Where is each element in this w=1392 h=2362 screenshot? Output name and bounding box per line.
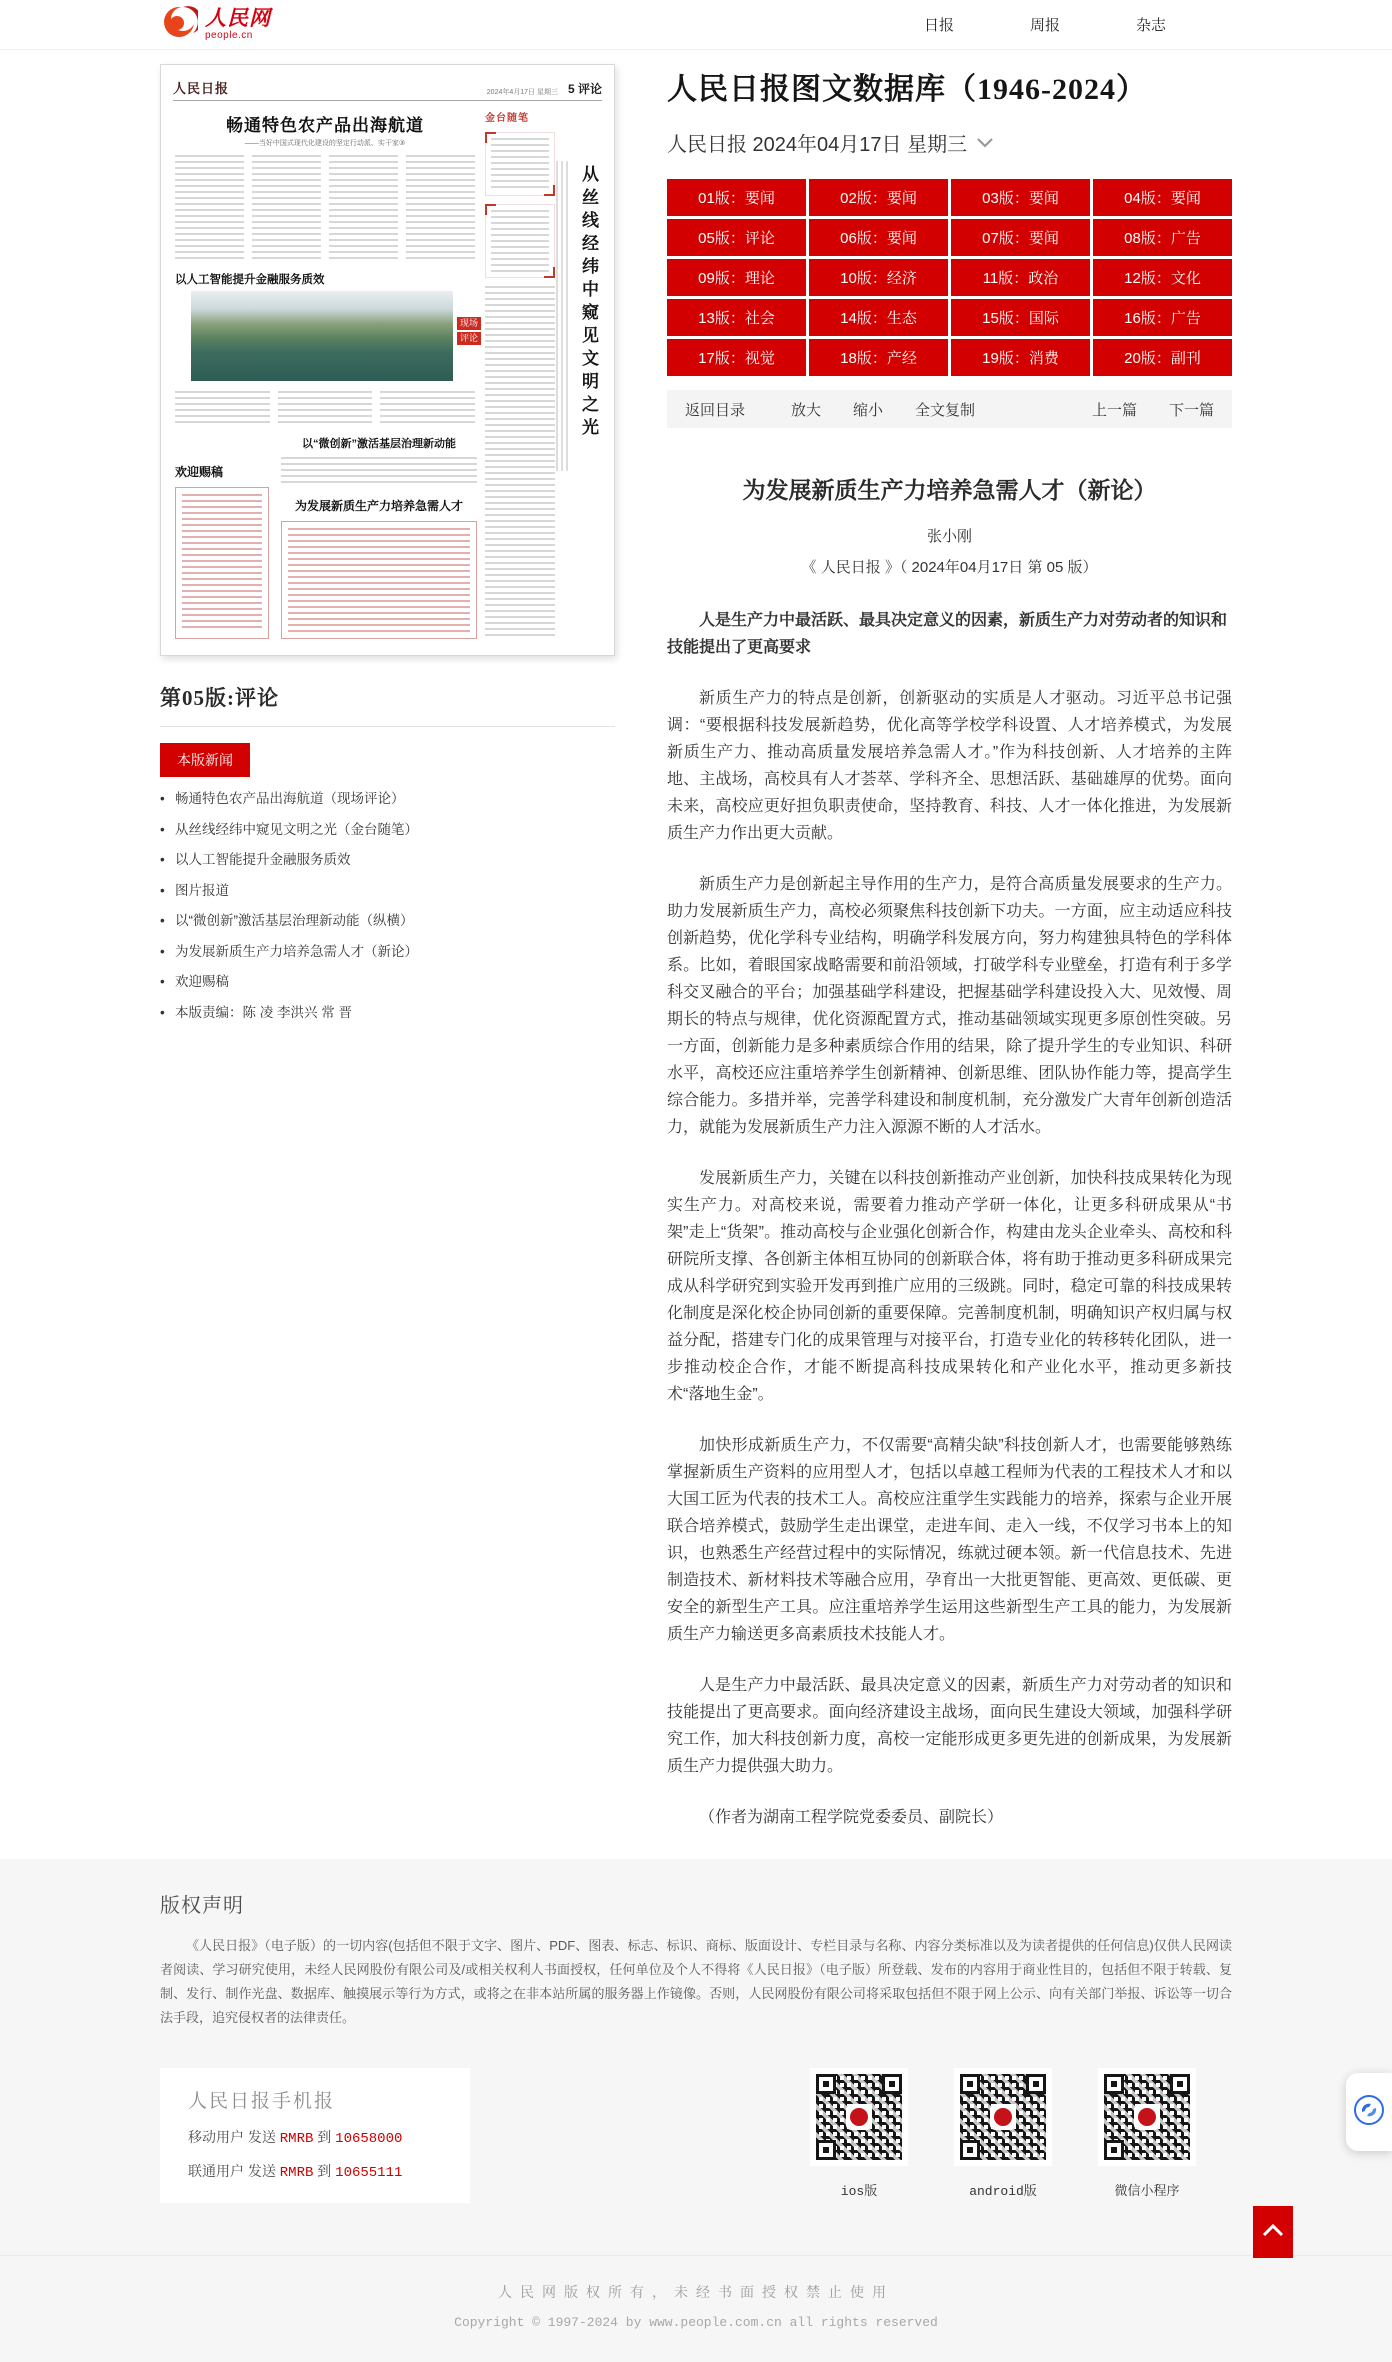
newspaper-talent-headline: 为发展新质生产力培养急需人才 <box>294 499 463 513</box>
copyright-section <box>0 1859 1392 2362</box>
article-body <box>667 685 1232 1780</box>
article-source: 《 人民日报 》（ 2024年04月17日 第 05 版） <box>801 559 1098 576</box>
zoom-in-button[interactable]: 放大 <box>791 401 822 419</box>
edition-link[interactable]: 11版：政治 <box>951 259 1090 296</box>
browser-sidebar-widget[interactable] <box>1346 2073 1392 2151</box>
newspaper-subheadline: ——当好中国式现代化建设的坚定行动派、实干家③ <box>244 140 406 147</box>
edition-link[interactable]: 07版：要闻 <box>951 219 1090 256</box>
chevron-up-icon <box>1262 2223 1284 2242</box>
nav-magazine[interactable]: 杂志 <box>1135 17 1166 34</box>
newspaper-text-columns <box>175 155 475 263</box>
edition-link[interactable]: 15版：国际 <box>951 299 1090 336</box>
article-paragraph: 人是生产力中最活跃、最具决定意义的因素，新质生产力对劳动者的知识和技能提出了更高要求。面向经济建设主战场，面向民生建设大领域，加强科学研究工作，加大科技创新力度，高校一定能形成更多更先进的创新成果，为发展新质生产力提供强大助力。 <box>667 1677 1232 1775</box>
edition-link[interactable]: 05版：评论 <box>667 219 806 256</box>
nav-weekly[interactable]: 周报 <box>1029 17 1060 34</box>
next-article-button[interactable]: 下一篇 <box>1168 401 1214 419</box>
newspaper-side-column <box>485 109 555 637</box>
mobile-newspaper-title: 人民日报手机报 <box>188 2091 336 2112</box>
edition-link[interactable]: 19版：消费 <box>951 339 1090 376</box>
left-column <box>160 64 615 1831</box>
right-column <box>667 64 1232 1831</box>
qr-label: android版 <box>969 2184 1037 2199</box>
qr-code-group <box>810 2068 1196 2199</box>
news-list-item[interactable]: • 欢迎赐稿 <box>160 972 615 992</box>
newspaper-vertical-text <box>556 161 568 471</box>
edition-link[interactable]: 10版：经济 <box>809 259 948 296</box>
article-paragraph: 新质生产力的特点是创新，创新驱动的实质是人才驱动。习近平总书记强调：“要根据科技发展新趋势，优化高等学校学科设置、人才培养模式，为发展新质生产力、推动高质量发展培养急需人才。”作为科技创新、人才培养的主阵地、主战场，高校具有人才荟萃、学科齐全、思想活跃、基础雄厚的优势。面向未来，高校应更好担负职责使命，坚持教育、科技、人才一体化推进，为发展新质生产力作出更大贡献。 <box>667 690 1232 842</box>
site-footer <box>0 2255 1392 2362</box>
nav-daily[interactable]: 日报 <box>923 17 954 34</box>
edition-link[interactable]: 03版：要闻 <box>951 179 1090 216</box>
divider <box>160 726 615 727</box>
copyright-text: 《人民日报》（电子版）的一切内容(包括但不限于文字、图片、PDF、图表、标志、标识、商标、版面设计、专栏目录与名称、内容分类标准以及为读者提供的任何信息)仅供人民网读者阅读、学习研究使用，未经人民网股份有限公司及/或相关权利人书面授权，任何单位及个人不得将《人民日报》（电子版）所登载、发布的内容用于商业性目的，包括但不限于转载、复制、发行、制作光盘、数据库、触摸展示等行为方式，或将之在非本站所属的服务器上作镜像。否则，人民网股份有限公司将采取包括但不限于网上公示、向有关部门举报、诉讼等一切合法手段，追究侵权者的法律责任。 <box>160 1938 1232 2025</box>
logo-domain: people.cn <box>205 30 253 41</box>
edition-link[interactable]: 08版：广告 <box>1093 219 1232 256</box>
scene-comment-tag: 现场 评论 <box>457 317 481 345</box>
article-paragraph: 新质生产力是创新起主导作用的生产力，是符合高质量发展要求的生产力。助力发展新质生产力，高校必须聚焦科技创新下功夫。一方面，应主动适应科技创新趋势，优化学科专业结构，明确学科发展方向，努力构建独具特色的学科体系。比如，着眼国家战略需要和前沿领域，打破学科专业壁垒，打造有利于多学科交叉融合的平台；加强基础学科建设，把握基础学科建设投入大、见效慢、周期长的特点与规律，优化资源配置方式，推动基础领域实现更多原创性突破。另一方面，创新能力是多种素质综合作用的结果，除了提升学生的专业知识、科研水平，高校还应注重培养学生创新精神、创新思维、团队协作能力等，提高学生综合能力。多措并举，完善学科建设和制度机制，充分激发广大青年创新创造活力，就能为发展新质生产力注入源源不断的人才活水。 <box>667 876 1232 1136</box>
news-list-item[interactable]: • 从丝线经纬中窥见文明之光（金台随笔） <box>160 820 615 840</box>
edition-link[interactable]: 20版：副刊 <box>1093 339 1232 376</box>
article-paragraph: 发展新质生产力，关键在以科技创新推动产业创新，加快科技成果转化为现实生产力。对高校来说，需要着力推动产学研一体化，让更多科研成果从“书架”走上“货架”。推动高校与企业强化创新合作，构建由龙头企业牵头、高校和科研院所支撑、各创新主体相互协同的创新联合体，将有助于推动更多科研成果完成从科学研究到实验开发再到推广应用的三级跳。同时，稳定可靠的科技成果转化制度是深化校企协同创新的重要保障。完善制度机制，明确知识产权归属与权益分配，搭建专门化的成果管理与对接平台，打造专业化的转移转化团队，进一步推动校企合作，才能不断提高科技成果转化和产业化水平，推动更多新技术“落地生金”。 <box>667 1170 1232 1403</box>
newspaper-notice-box <box>175 487 269 639</box>
qr-code-image <box>954 2068 1052 2166</box>
chevron-down-icon <box>977 138 993 148</box>
article-author-note: （作者为湖南工程学院党委委员、副院长） <box>699 1809 1004 1826</box>
qr-android <box>954 2068 1052 2199</box>
newspaper-date: 2024年4月17日 星期三 <box>486 89 558 96</box>
article-title: 为发展新质生产力培养急需人才（新论） <box>742 477 1157 503</box>
main-content <box>160 50 1232 1831</box>
news-list-item[interactable]: • 为发展新质生产力培养急需人才（新论） <box>160 942 615 962</box>
edition-grid <box>667 179 1232 376</box>
qr-wechat-miniprogram <box>1098 2068 1196 2199</box>
section-news-badge: 本版新闻 <box>160 743 250 777</box>
quote-box <box>485 132 555 196</box>
newspaper-masthead-row <box>173 77 602 101</box>
mobile-subscribe-row: 移动用户 发送 RMRB 到 10658000 <box>188 2129 403 2147</box>
news-list-item[interactable]: • 本版责编：陈 凌 李洪兴 常 晋 <box>160 1003 615 1023</box>
zoom-out-button[interactable]: 缩小 <box>853 401 884 419</box>
back-to-catalog-button[interactable]: 返回目录 <box>685 401 746 419</box>
edition-link[interactable]: 06版：要闻 <box>809 219 948 256</box>
edition-link[interactable]: 09版：理论 <box>667 259 806 296</box>
newspaper-talent-box <box>281 521 477 639</box>
edition-link[interactable]: 04版：要闻 <box>1093 179 1232 216</box>
qr-label: 微信小程序 <box>1114 2184 1180 2199</box>
news-list-item[interactable]: • 图片报道 <box>160 881 615 901</box>
qr-ios <box>810 2068 908 2199</box>
newspaper-welcome-headline: 欢迎赐稿 <box>175 465 224 479</box>
newspaper-micro-headline: 以“微创新”激活基层治理新动能 <box>302 438 456 450</box>
article-lead: 人是生产力中最活跃、最具决定意义的因素，新质生产力对劳动者的知识和技能提出了更高要求 <box>667 612 1228 656</box>
newspaper-photo <box>191 291 453 381</box>
footer-copyright-en: Copyright © 1997-2024 by www.people.com.cn all rights reserved <box>454 2315 938 2330</box>
people-cn-logo[interactable] <box>160 3 271 46</box>
edition-link[interactable]: 12版：文化 <box>1093 259 1232 296</box>
edition-link[interactable]: 02版：要闻 <box>809 179 948 216</box>
newspaper-mid-text <box>281 457 477 487</box>
bottom-row <box>160 2068 1232 2203</box>
news-list-item[interactable]: • 畅通特色农产品出海航道（现场评论） <box>160 789 615 809</box>
newspaper-vertical-headline: 从丝线经纬中窥见文明之光 <box>579 165 598 441</box>
site-header <box>0 0 1392 50</box>
newspaper-masthead: 人民日报 <box>173 81 230 96</box>
copyright-title: 版权声明 <box>160 1895 244 1917</box>
jintai-column-label: 金台随笔 <box>485 113 529 124</box>
qr-code-image <box>810 2068 908 2166</box>
footer-copyright-cn: 人民网版权所有，未经书面授权禁止使用 <box>498 2284 894 2300</box>
news-list-item[interactable]: • 以“微创新”激活基层治理新动能（纵横） <box>160 911 615 931</box>
people-cn-swirl-icon <box>160 3 198 46</box>
qr-code-image <box>1098 2068 1196 2166</box>
newspaper-headline: 畅通特色农产品出海航道 <box>226 116 424 135</box>
article-author: 张小刚 <box>926 528 972 545</box>
article-toolbar <box>667 390 1232 428</box>
edition-link[interactable]: 01版：要闻 <box>667 179 806 216</box>
widget-logo-icon <box>1353 2094 1385 2131</box>
mobile-newspaper-box <box>160 2068 470 2203</box>
newspaper-ai-headline: 以人工智能提升金融服务质效 <box>175 274 325 286</box>
edition-link[interactable]: 17版：视觉 <box>667 339 806 376</box>
article-paragraph: 加快形成新质生产力，不仅需要“高精尖缺”科技创新人才，也需要能够熟练掌握新质生产资料的应用型人才，包括以卓越工程师为代表的工程技术人才和以大国工匠为代表的技术工人。高校应注重学生实践能力的培养，探索与企业开展联合培养模式，鼓励学生走出课堂，走进车间、走入一线，不仅学习书本上的知识，也熟悉生产经营过程中的实际情况，练就过硬本领。新一代信息技术、先进制造技术、新材料技术等融合应用，孕育出一大批更智能、更高效、更低碳、更安全的新型生产工具。应注重培养学生运用这些新型生产工具的能力，为发展新质生产力输送更多高素质技术技能人才。 <box>667 1437 1232 1643</box>
page-section-nav <box>160 682 615 1023</box>
section-news-list <box>160 789 615 1023</box>
copy-fulltext-button[interactable]: 全文复制 <box>915 401 976 419</box>
top-nav <box>924 14 1166 35</box>
edition-link[interactable]: 14版：生态 <box>809 299 948 336</box>
edition-link[interactable]: 16版：广告 <box>1093 299 1232 336</box>
newspaper-page-preview[interactable] <box>160 64 615 656</box>
newspaper-text-band <box>175 391 475 427</box>
quote-box <box>485 204 555 278</box>
qr-label: ios版 <box>840 2184 878 2199</box>
prev-article-button[interactable]: 上一篇 <box>1091 401 1137 419</box>
edition-link[interactable]: 13版：社会 <box>667 299 806 336</box>
issue-date-selector[interactable] <box>667 128 1232 157</box>
back-to-top-button[interactable] <box>1253 2206 1293 2258</box>
issue-date-label: 人民日报 2024年04月17日 星期三 <box>667 134 968 156</box>
news-list-item[interactable]: • 以人工智能提升金融服务质效 <box>160 850 615 870</box>
logo-text: 人民网 <box>205 6 271 30</box>
database-title: 人民日报图文数据库（1946-2024） <box>667 73 1147 106</box>
mobile-subscribe-row: 联通用户 发送 RMRB 到 10655111 <box>188 2163 403 2181</box>
page-title: 第05版:评论 <box>160 686 279 710</box>
newspaper-page-number: 5 评论 <box>567 82 602 96</box>
edition-link[interactable]: 18版：产经 <box>809 339 948 376</box>
